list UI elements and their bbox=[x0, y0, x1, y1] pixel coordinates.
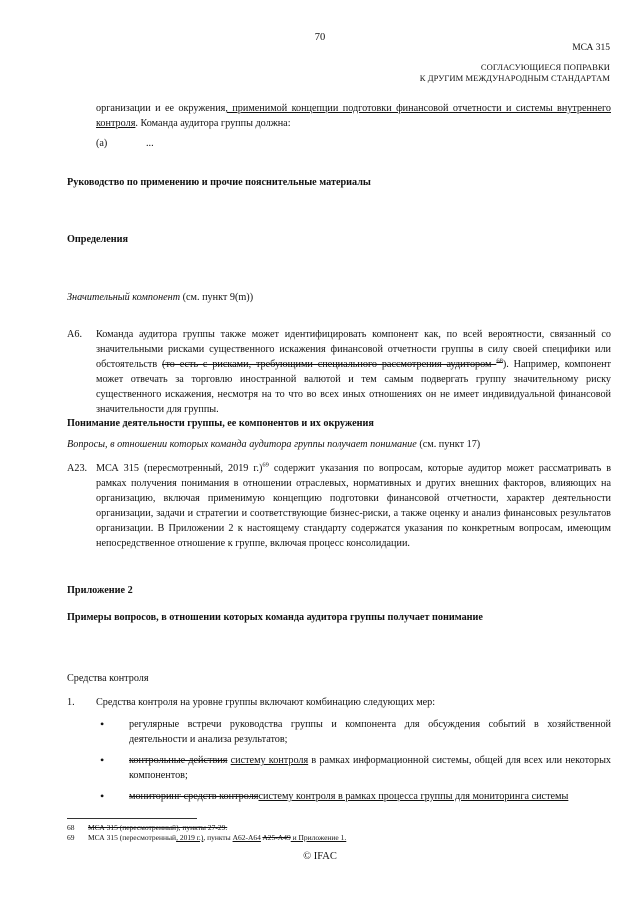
heading-guidance: Руководство по применению и прочие пояснительные материалы bbox=[67, 177, 371, 188]
a23-label: A23. bbox=[67, 463, 88, 474]
intro-part-3: . Команда аудитора группы должна: bbox=[135, 118, 291, 129]
list-number: 1. bbox=[67, 697, 75, 708]
a23-lead: МСА 315 (пересмотренный, 2019 г.) bbox=[96, 463, 263, 474]
footnote-69-b: , 2019 г.) bbox=[176, 833, 204, 842]
a6-paragraph bbox=[96, 327, 611, 417]
significant-component-term: Значительный компонент bbox=[67, 292, 181, 303]
heading-appendix-title: Примеры вопросов, в отношении которых команда аудитора группы получает понимание bbox=[67, 612, 483, 623]
footnote-ref-69: 69 bbox=[262, 461, 269, 469]
bullet-1: • bbox=[100, 717, 105, 731]
footnote-69-num: 69 bbox=[67, 833, 75, 842]
footnote-69-d: A62-A64 bbox=[232, 833, 261, 842]
bullet-3-struck: мониторинг средств контроля bbox=[129, 791, 259, 802]
questions-ref: (см. пункт 17) bbox=[416, 439, 481, 450]
significant-component bbox=[67, 290, 253, 305]
a23-paragraph bbox=[96, 461, 611, 551]
bullet-2-struck: контрольные действия bbox=[129, 755, 228, 766]
header-line-1: СОГЛАСУЮЩИЕСЯ ПОПРАВКИ bbox=[480, 62, 610, 72]
footnote-separator bbox=[67, 818, 197, 819]
bullet-2-rest: в рамках информационной системы, общей для всех или некоторых компонентов; bbox=[129, 755, 612, 781]
intro-paragraph bbox=[96, 101, 611, 131]
heading-definitions: Определения bbox=[67, 234, 129, 245]
a6-text-2: ). Например, компонент может отвечать за торговлю иностранной валютой и тем самым подвергать группу значительному риску существенного искажения, несмотря на то что во всех иных отношениях он не имеет индивидуальной финансовой значительности для группы. bbox=[96, 359, 612, 415]
bullet-3-text bbox=[129, 789, 611, 804]
footer-copyright: © IFAC bbox=[303, 851, 337, 862]
page-number: 70 bbox=[314, 32, 326, 43]
footnote-68-text: МСА 315 (пересмотренный), пункты 27-29. bbox=[88, 823, 228, 832]
running-header bbox=[420, 62, 610, 84]
header-line-2: К ДРУГИМ МЕЖДУНАРОДНЫМ СТАНДАРТАМ bbox=[419, 73, 610, 83]
questions-line bbox=[67, 437, 480, 452]
intro-part-2-inserted: , применимой концепции подготовки финансовой отчетности и системы внутреннего контроля bbox=[96, 103, 611, 129]
significant-component-ref: (см. пункт 9(m)) bbox=[180, 292, 254, 303]
bullet-2-inserted: систему контроля bbox=[230, 755, 309, 766]
footnote-69-f: и Приложение 1. bbox=[290, 833, 347, 842]
intro-part-1: организации и ее окружения bbox=[96, 103, 226, 114]
item-a-label: (a) bbox=[96, 138, 108, 149]
footnote-69-text bbox=[88, 833, 346, 843]
footnote-69-a: МСА 315 (пересмотренный bbox=[88, 833, 177, 842]
a6-struck bbox=[162, 359, 503, 370]
footnote-69-c: , пункты bbox=[203, 833, 233, 842]
standard-code: МСА 315 bbox=[572, 43, 610, 53]
footnote-69-e: A25-A49 bbox=[262, 833, 291, 842]
questions-italic: Вопросы, в отношении которых команда аудитора группы получает понимание bbox=[67, 439, 417, 450]
list-intro: Средства контроля на уровне группы включают комбинацию следующих мер: bbox=[96, 697, 436, 708]
bullet-3-inserted: систему контроля в рамках процесса группы для мониторинга системы bbox=[258, 791, 569, 802]
bullet-2: • bbox=[100, 753, 105, 767]
a23-text: содержит указания по вопросам, которые аудитор может рассматривать в рамках получения понимания в отношении отраслевых, нормативных и других внешних факторов, влияющих на организацию, включая применимую концепцию подготовки финансовой отчетности, характер деятельности организации, задачи и стратегии и соответствующие бизнес-риски, а также оценку и анализ финансовых результатов организации. В Приложении 2 к настоящему стандарту содержатся указания по конкретным вопросам, имеющим непосредственное отношение к группе, включая процесс консолидации. bbox=[96, 463, 611, 549]
bullet-1-text: регулярные встречи руководства группы и компонента для обсуждения событий в хозяйственной деятельности и анализа результатов; bbox=[129, 719, 611, 745]
a6-struck-text: (то есть с рисками, требующими специального рассмотрения аудитором bbox=[162, 359, 492, 370]
item-a-text: ... bbox=[146, 138, 154, 149]
footnote-68-num: 68 bbox=[67, 823, 75, 832]
heading-understanding: Понимание деятельности группы, ее компонентов и их окружения bbox=[67, 418, 374, 429]
heading-appendix: Приложение 2 bbox=[67, 585, 133, 596]
a6-text-1: Команда аудитора группы также может идентифицировать компонент как, по всей вероятности, связанный со значительными рисками существенного искажения финансовой отчетности группы в силу своей специфики или обстоятельств bbox=[96, 329, 611, 370]
bullet-3: • bbox=[100, 789, 105, 803]
heading-controls: Средства контроля bbox=[67, 673, 149, 684]
footnote-ref-68: 68 bbox=[496, 357, 503, 365]
bullet-2-text bbox=[129, 753, 611, 783]
a6-label: A6. bbox=[67, 329, 82, 340]
